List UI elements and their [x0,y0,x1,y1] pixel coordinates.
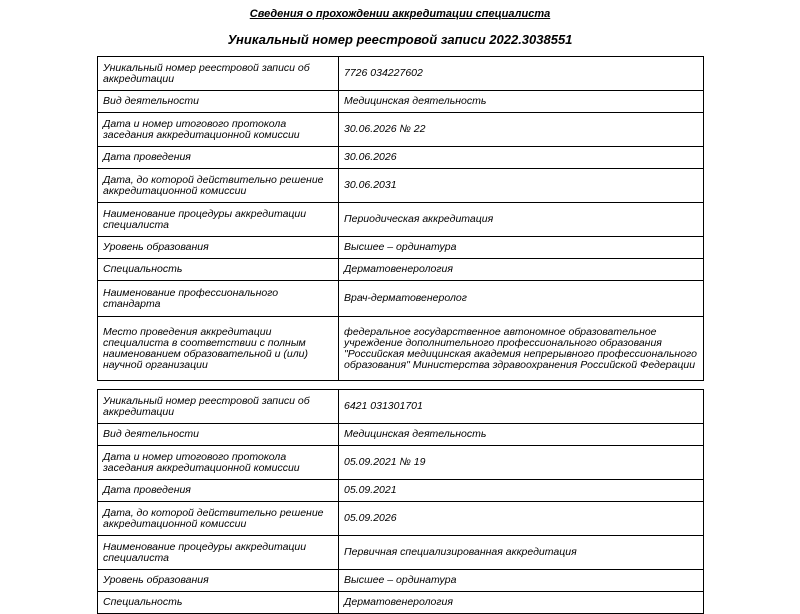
table-row [98,592,704,614]
table-row [98,281,704,317]
accreditation-record-table [97,56,704,381]
row-value: 6421 031301701 [339,390,704,424]
table-row [98,480,704,502]
table-row [98,317,704,381]
row-value: Первичная специализированная аккредитация [339,536,704,570]
row-value: 30.06.2026 [339,147,704,169]
row-label: Дата и номер итогового протокола заседания аккредитационной комиссии [98,446,339,480]
row-label: Дата, до которой действительно решение аккредитационной комиссии [98,502,339,536]
row-label: Вид деятельности [98,424,339,446]
row-value: 05.09.2021 [339,480,704,502]
row-value: Дерматовенерология [339,592,704,614]
row-value: Врач-дерматовенеролог [339,281,704,317]
table-row [98,57,704,91]
row-value: Высшее – ординатура [339,570,704,592]
row-label: Уровень образования [98,237,339,259]
table-row [98,424,704,446]
table-row [98,390,704,424]
row-label: Дата и номер итогового протокола заседания аккредитационной комиссии [98,113,339,147]
row-value: Медицинская деятельность [339,424,704,446]
table-row [98,570,704,592]
row-label: Место проведения аккредитации специалиста в соответствии с полным наименованием образовательной и (или) научной организации [98,317,339,381]
table-row [98,259,704,281]
document-heading: Сведения о прохождении аккредитации специалиста [249,8,551,20]
table-row [98,147,704,169]
row-label: Дата, до которой действительно решение аккредитационной комиссии [98,169,339,203]
table-row [98,446,704,480]
row-value: 30.06.2026 № 22 [339,113,704,147]
registry-number-title: Уникальный номер реестровой записи 2022.3038551 [227,32,573,47]
row-value: 7726 034227602 [339,57,704,91]
row-label: Специальность [98,259,339,281]
row-label: Специальность [98,592,339,614]
row-label: Уникальный номер реестровой записи об аккредитации [98,57,339,91]
table-row [98,536,704,570]
row-value: 05.09.2021 № 19 [339,446,704,480]
table-row [98,502,704,536]
row-label: Уровень образования [98,570,339,592]
row-label: Наименование профессионального стандарта [98,281,339,317]
row-label: Дата проведения [98,480,339,502]
row-value: Медицинская деятельность [339,91,704,113]
row-value: 30.06.2031 [339,169,704,203]
table-row [98,91,704,113]
table-row [98,113,704,147]
row-label: Наименование процедуры аккредитации специалиста [98,203,339,237]
row-value: Высшее – ординатура [339,237,704,259]
accreditation-record-table [97,389,704,614]
table-row [98,237,704,259]
row-label: Дата проведения [98,147,339,169]
row-value: 05.09.2026 [339,502,704,536]
row-value: Периодическая аккредитация [339,203,704,237]
row-label: Уникальный номер реестровой записи об аккредитации [98,390,339,424]
row-label: Наименование процедуры аккредитации специалиста [98,536,339,570]
row-value: Дерматовенерология [339,259,704,281]
table-row [98,203,704,237]
table-row [98,169,704,203]
row-value: федеральное государственное автономное образовательное учреждение дополнительного профессионального образования "Российская медицинская академия непрерывного профессионального образования" Министерства здравоохранения Российской Федерации [339,317,704,381]
row-label: Вид деятельности [98,91,339,113]
